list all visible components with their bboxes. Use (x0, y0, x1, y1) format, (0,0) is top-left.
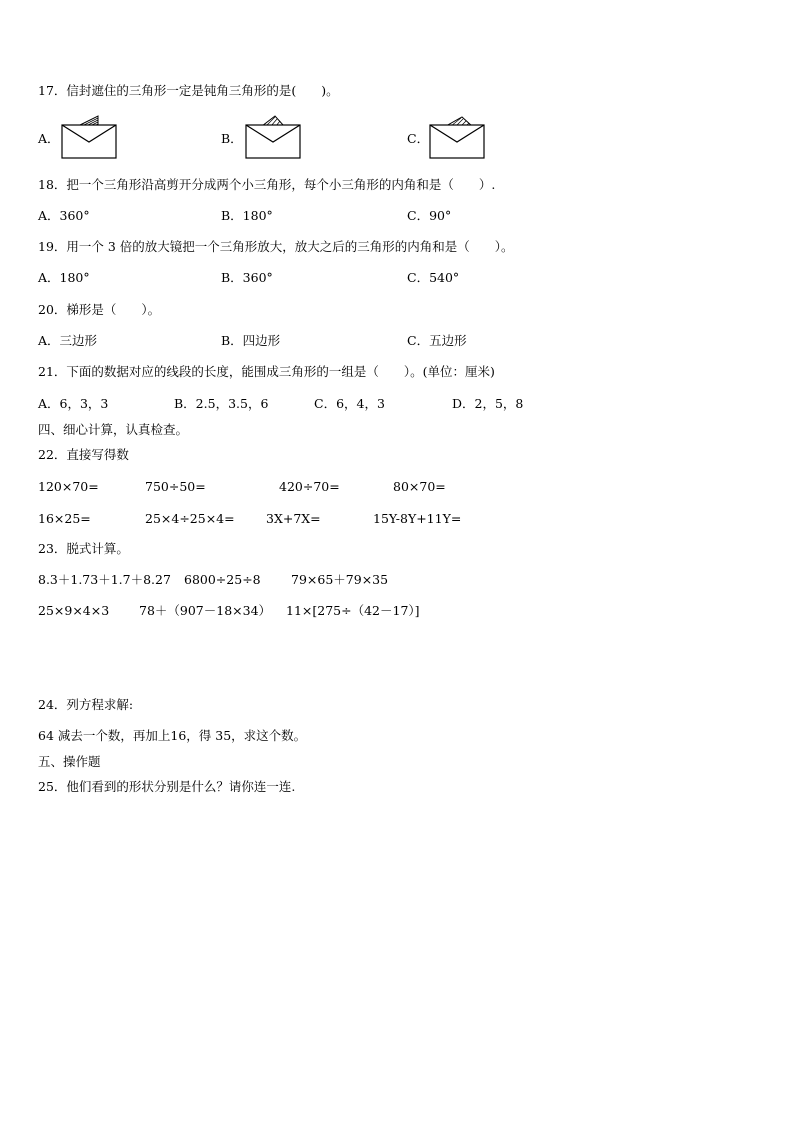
question-18-stem: 18．把一个三角形沿高剪开分成两个小三角形，每个小三角形的内角和是（ ）. (38, 177, 496, 192)
question-21-option-a[interactable]: A．6，3，3 (38, 396, 109, 411)
question-25-stem: 25．他们看到的形状分别是什么？请你连一连. (38, 779, 296, 794)
question-22-stem: 22．直接写得数 (38, 447, 129, 462)
calc-item: 8.3＋1.73＋1.7＋8.27 (38, 572, 171, 587)
option-c-label: C． (407, 131, 430, 146)
calc-item: 15Y-8Y+11Y= (373, 511, 462, 526)
envelope-triangle-acute-icon (244, 112, 302, 160)
question-20-option-a[interactable]: A．三边形 (38, 333, 98, 348)
question-20-option-b[interactable]: B．四边形 (221, 333, 281, 348)
calc-item: 25×4÷25×4= (145, 511, 235, 526)
question-19-option-b[interactable]: B．360° (221, 270, 273, 285)
question-21-option-c[interactable]: C．6，4，3 (314, 396, 385, 411)
calc-item: 420÷70= (279, 479, 340, 494)
question-20-option-c[interactable]: C．五边形 (407, 333, 467, 348)
envelope-triangle-obtuse-icon (428, 112, 486, 160)
question-17-stem: 17．信封遮住的三角形一定是钝角三角形的是( )。 (38, 83, 339, 98)
question-23-stem: 23．脱式计算。 (38, 541, 129, 556)
calc-item: 6800÷25÷8 (184, 572, 261, 587)
calc-item: 120×70= (38, 479, 99, 494)
calc-item: 25×9×4×3 (38, 603, 110, 618)
option-b-label: B． (221, 131, 243, 146)
question-20-stem: 20．梯形是（ ）。 (38, 302, 161, 317)
question-18-option-a[interactable]: A．360° (38, 208, 90, 223)
calc-item: 750÷50= (145, 479, 206, 494)
question-21-stem: 21．下面的数据对应的线段的长度，能围成三角形的一组是（ ）。(单位：厘米) (38, 364, 495, 379)
calc-item: 3X+7X= (266, 511, 321, 526)
question-18-option-c[interactable]: C．90° (407, 208, 452, 223)
question-18-option-b[interactable]: B．180° (221, 208, 273, 223)
question-24-body: 64 减去一个数，再加上16，得 35，求这个数。 (38, 728, 307, 743)
calc-item: 79×65＋79×35 (291, 572, 389, 587)
question-19-option-c[interactable]: C．540° (407, 270, 460, 285)
calc-item: 16×25= (38, 511, 91, 526)
question-21-option-d[interactable]: D．2，5，8 (452, 396, 524, 411)
question-21-option-b[interactable]: B．2.5，3.5，6 (174, 396, 269, 411)
question-24-stem: 24．列方程求解: (38, 697, 134, 712)
envelope-triangle-right-icon (60, 112, 118, 160)
section-4-heading: 四、细心计算，认真检查。 (38, 422, 189, 437)
option-a-label: A． (38, 131, 60, 146)
calc-item: 78＋（907－18×34） (139, 603, 272, 618)
question-19-stem: 19．用一个 3 倍的放大镜把一个三角形放大，放大之后的三角形的内角和是（ ）。 (38, 239, 514, 254)
section-5-heading: 五、操作题 (38, 754, 101, 769)
calc-item: 80×70= (393, 479, 446, 494)
question-19-option-a[interactable]: A．180° (38, 270, 90, 285)
calc-item: 11×[275÷（42－17）] (286, 603, 420, 618)
